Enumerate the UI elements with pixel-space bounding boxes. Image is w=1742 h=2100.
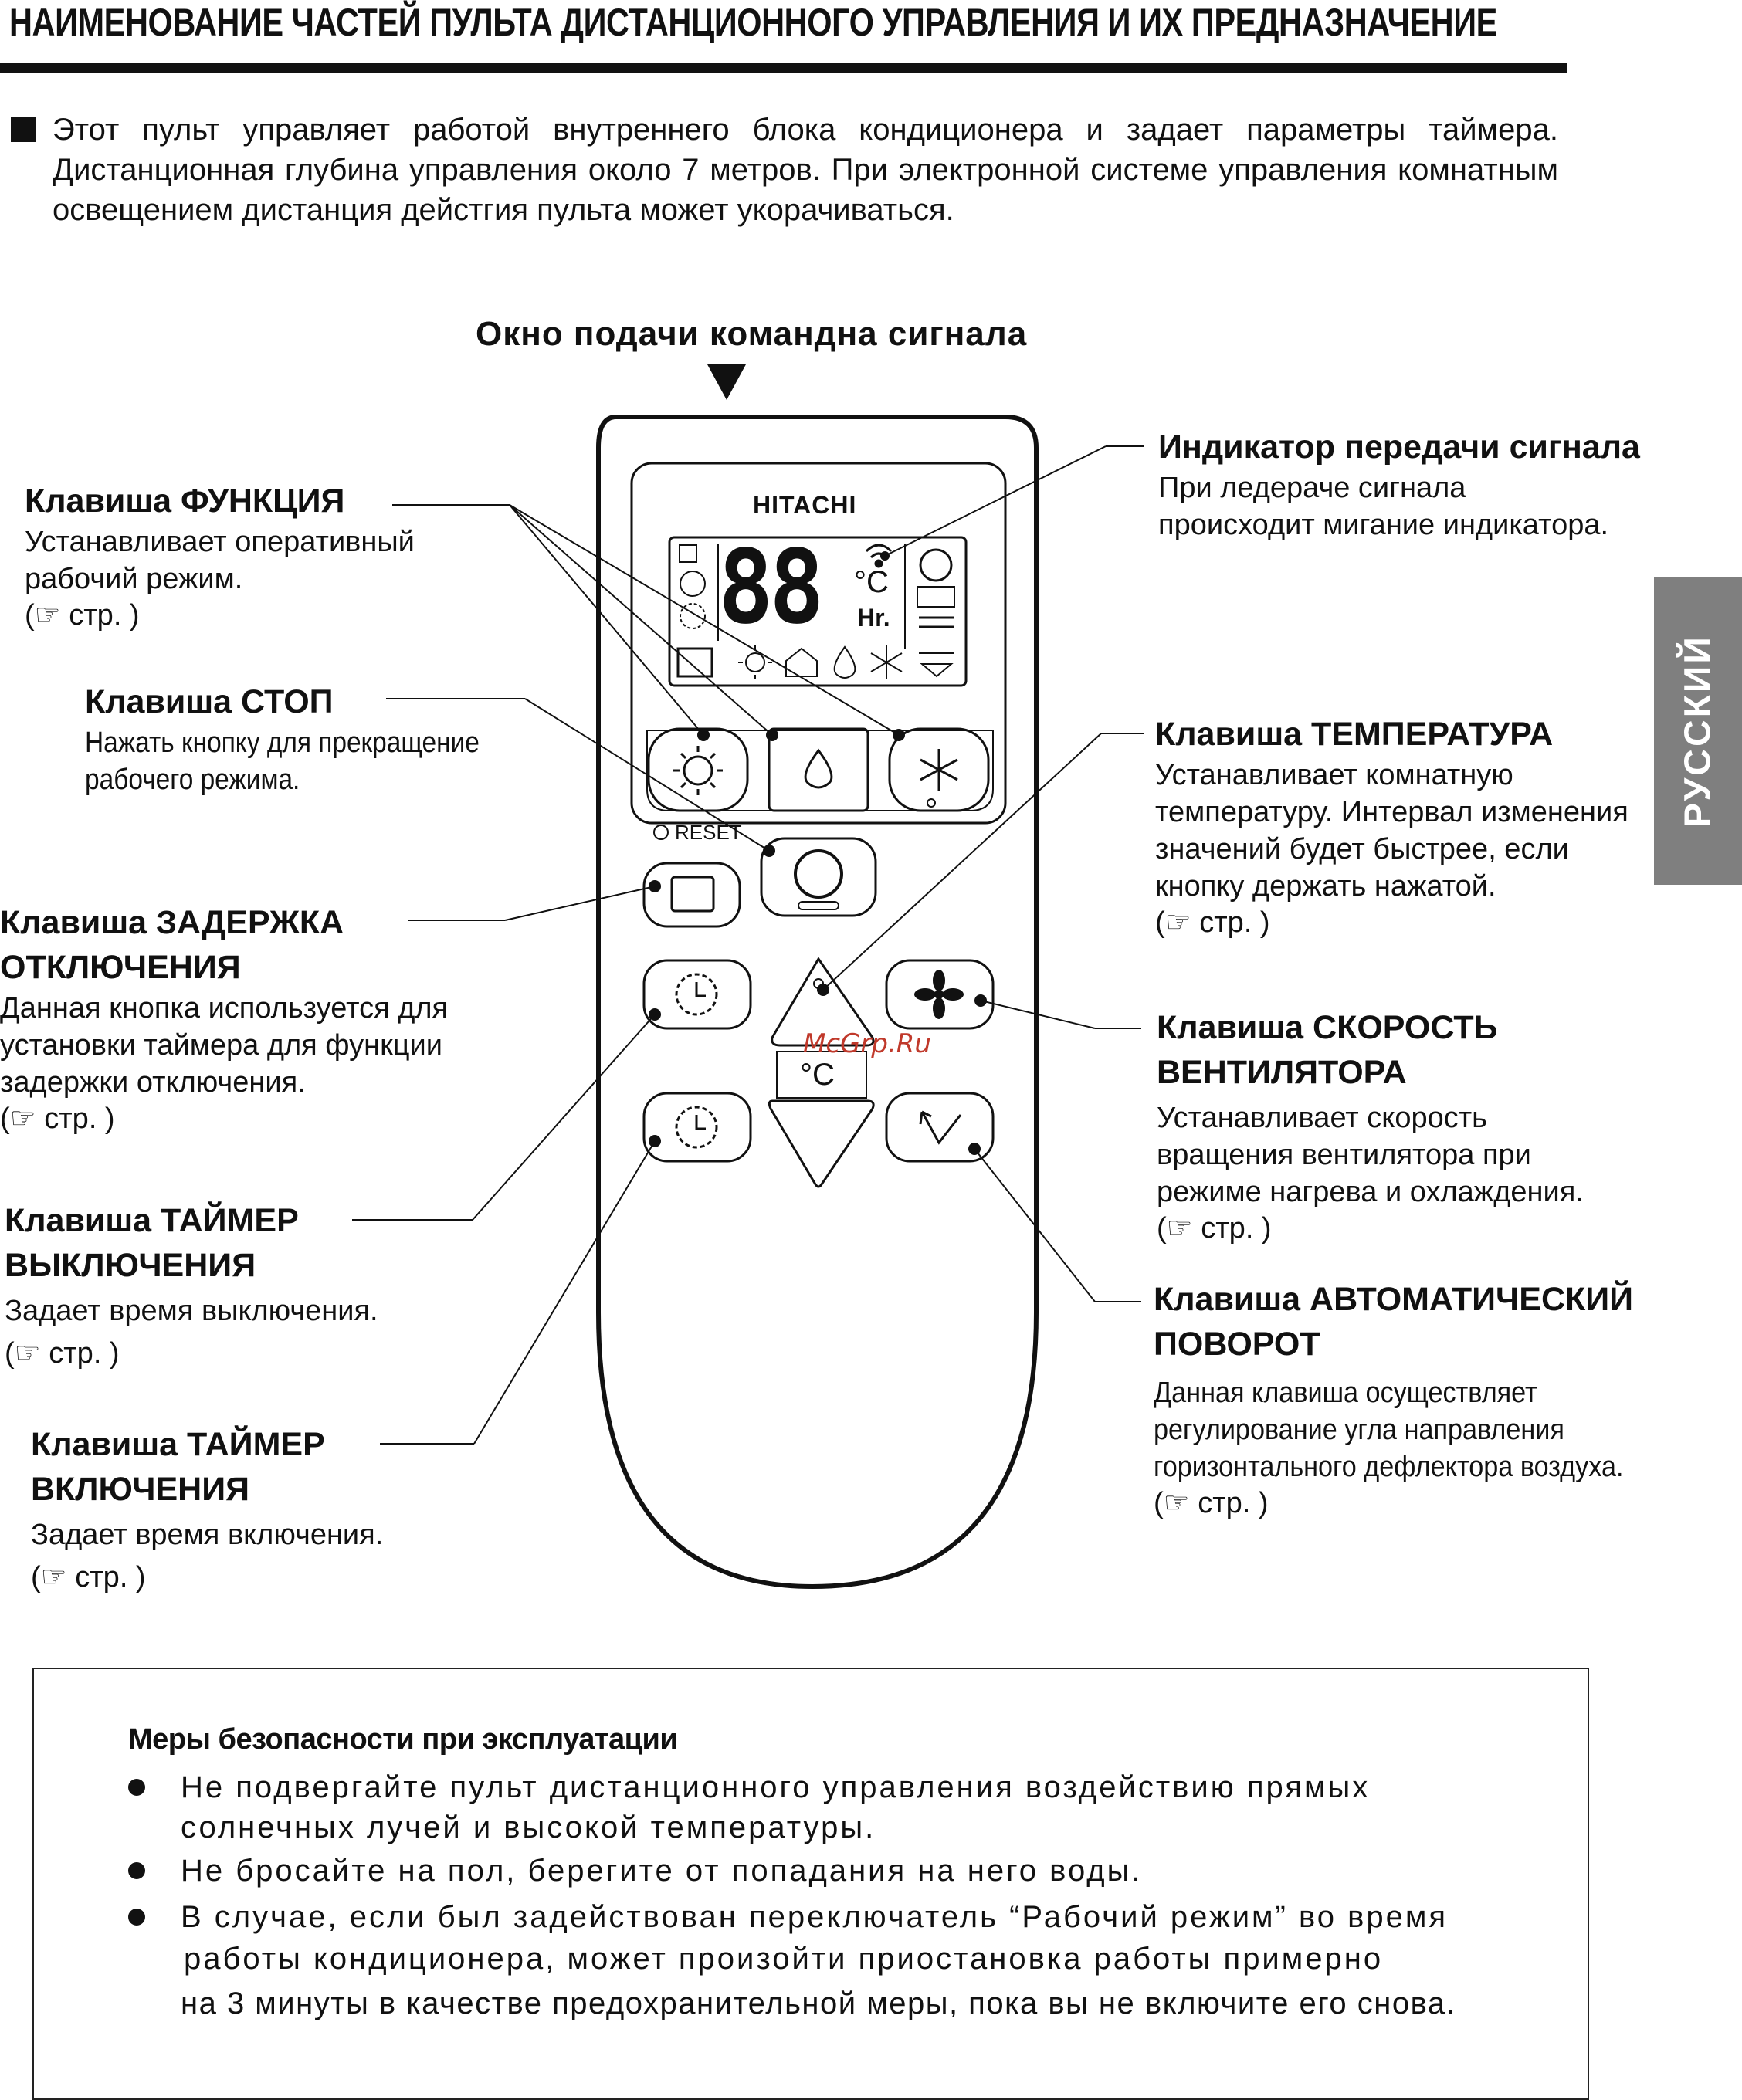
temp-unit-label: °C <box>800 1058 835 1092</box>
label-swing <box>1154 1277 1676 1520</box>
intro-paragraph: Этот пульт управляет работой внутреннего блока кондиционера и задает параметры таймера. Дистанционная глубина управления около 7 метров. При электронной системе управления комнатным освещением дистанция дейстгия пульта может укорачиваться. <box>53 113 1558 227</box>
label-fan <box>1157 1005 1584 1245</box>
delay-line2: установки таймера для функции <box>0 1029 442 1062</box>
stop-line1: Нажать кнопку для прекращение <box>85 727 480 759</box>
fan-line3: режиме нагрева и охлаждения. <box>1157 1176 1584 1208</box>
timer-off-title1: Клавиша ТАЙМЕР <box>5 1202 299 1239</box>
safety-b3-l2: работы кондиционера, может произойти приостановка работы примерно <box>184 1942 1384 1976</box>
lcd-hours: Hr. <box>857 604 890 632</box>
temperature-line2: температуру. Интервал изменения <box>1155 796 1628 828</box>
safety-b1-l1: Не подвергайте пульт дистанционного управления воздействию прямых <box>181 1770 1371 1804</box>
timer-on-title1: Клавиша ТАЙМЕР <box>31 1426 325 1463</box>
watermark: McGrp.Ru <box>803 1028 931 1059</box>
swing-line1: Данная клавиша осуществляет <box>1154 1377 1537 1409</box>
function-line2: рабочий режим. <box>25 563 243 595</box>
language-tab-label: РУССКИЙ <box>1677 635 1719 828</box>
indicator-line2: происходит мигание индикатора. <box>1158 509 1609 541</box>
bullet-dot-icon <box>128 1909 145 1926</box>
fan-line2: вращения вентилятора при <box>1157 1139 1531 1171</box>
remote-brand: HITACHI <box>753 491 857 519</box>
safety-b1-l2: солнечных лучей и высокой температуры. <box>181 1810 876 1844</box>
timer-off-ref: (☞ стр. ) <box>5 1337 120 1370</box>
temperature-title: Клавиша ТЕМПЕРАТУРА <box>1155 716 1554 753</box>
stop-line2: рабочего режима. <box>85 764 300 796</box>
lcd-digits: 88 <box>718 528 821 647</box>
delay-line3: задержки отключения. <box>0 1066 306 1099</box>
delay-line1: Данная кнопка используется для <box>0 992 449 1025</box>
label-delay <box>0 900 448 1136</box>
temperature-line1: Устанавливает комнатную <box>1155 759 1513 791</box>
swing-title2: ПОВОРОТ <box>1154 1326 1320 1363</box>
temperature-line4: кнопку держать нажатой. <box>1155 870 1496 903</box>
timer-off-line1: Задает время выключения. <box>5 1295 378 1327</box>
stop-title: Клавиша СТОП <box>85 683 334 720</box>
function-title: Клавиша ФУНКЦИЯ <box>25 483 345 520</box>
temperature-ref: (☞ стр. ) <box>1155 906 1270 939</box>
label-stop <box>85 679 534 798</box>
function-line1: Устанавливает оперативный <box>25 526 415 558</box>
indicator-line1: При ледераче сигнала <box>1158 472 1466 504</box>
safety-b2-l1: Не бросайте на пол, берегите от попадания на него воды. <box>181 1854 1143 1888</box>
bullet-dot-icon <box>128 1862 145 1879</box>
bullet-dot-icon <box>128 1779 145 1796</box>
fan-ref: (☞ стр. ) <box>1157 1212 1272 1245</box>
indicator-title: Индикатор передачи сигнала <box>1158 428 1640 466</box>
timer-on-title2: ВКЛЮЧЕНИЯ <box>31 1471 250 1508</box>
fan-title1: Клавиша СКОРОСТЬ <box>1157 1009 1498 1046</box>
label-timer-on <box>31 1422 383 1594</box>
down-arrow-icon <box>707 364 746 400</box>
swing-line3: горизонтального дефлектора воздуха. <box>1154 1451 1624 1483</box>
signal-window-label: Окно подачи командна сигнала <box>476 315 1028 353</box>
delay-ref: (☞ стр. ) <box>0 1102 115 1135</box>
swing-ref: (☞ стр. ) <box>1154 1487 1269 1519</box>
safety-b3-l3: на 3 минуты в качестве предохранительной меры, пока вы не включите его снова. <box>181 1987 1456 2020</box>
label-timer-off <box>5 1198 378 1370</box>
label-function <box>25 479 415 632</box>
swing-line2: регулирование угла направления <box>1154 1414 1564 1446</box>
safety-b3-l1: В случае, если был задействован переключатель “Рабочий режим” во время <box>181 1900 1449 1934</box>
safety-title: Меры безопасности при эксплуатации <box>128 1723 678 1756</box>
delay-title1: Клавиша ЗАДЕРЖКА <box>0 904 344 941</box>
timer-on-ref: (☞ стр. ) <box>31 1561 146 1594</box>
timer-on-line1: Задает время включения. <box>31 1519 384 1551</box>
label-temperature <box>1155 712 1628 940</box>
timer-off-title2: ВЫКЛЮЧЕНИЯ <box>5 1247 256 1284</box>
function-ref: (☞ стр. ) <box>25 599 140 632</box>
temperature-line3: значений будет быстрее, если <box>1155 833 1569 865</box>
swing-title1: Клавиша АВТОМАТИЧЕСКИЙ <box>1154 1281 1634 1318</box>
delay-title2: ОТКЛЮЧЕНИЯ <box>0 949 241 986</box>
lcd-celsius: °C <box>854 565 889 599</box>
page-title: НАИМЕНОВАНИЕ ЧАСТЕЙ ПУЛЬТА ДИСТАНЦИОННОГО УПРАВЛЕНИЯ И ИХ ПРЕДНАЗНАЧЕНИЕ <box>9 1 1497 44</box>
reset-label: RESET <box>675 821 742 844</box>
fan-line1: Устанавливает скорость <box>1157 1102 1487 1134</box>
label-indicator <box>1158 425 1640 544</box>
fan-title2: ВЕНТИЛЯТОРА <box>1157 1054 1407 1091</box>
